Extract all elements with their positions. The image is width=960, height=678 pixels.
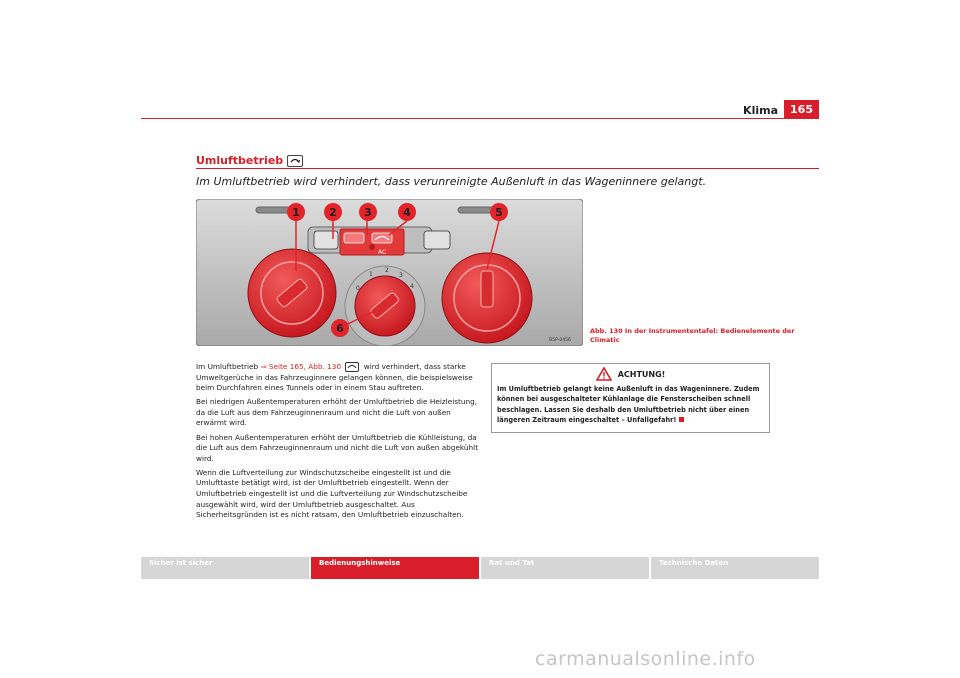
figure-code: B5P-0456 [549, 338, 571, 343]
section-title-text: Umluftbetrieb [196, 154, 284, 167]
paragraph-1: Im Umluftbetrieb ⇒ Seite 165, Abb. 130 wird verhindert, dass starke Umweltgerüche in das Fahrzeuginnere gelangen können, die beispielsweise beim Durchfahren eines Tunnels oder in einem Stau auftreten. [196, 362, 473, 393]
running-header-title: Klima [743, 104, 778, 117]
figure-caption: Abb. 130 In der Instrumententafel: Bedienelemente der Climatic [590, 327, 795, 344]
paragraph-3: Bei hohen Außentemperaturen erhöht der Umluftbetrieb die Kühlleistung, da die Luft aus dem Fahrzeuginnenraum und nicht die Luft von außen abgekühlt wird. [196, 432, 479, 463]
fan-tick-4: 4 [410, 283, 414, 290]
fan-tick-2: 2 [385, 267, 389, 274]
end-marker-icon [679, 417, 684, 422]
watermark: carmanualsonline.info [535, 648, 756, 670]
recirculation-icon [287, 155, 303, 167]
body-text [196, 362, 482, 524]
paragraph-4: Wenn die Luftverteilung zur Windschutzscheibe eingestellt ist und die Umlufttaste betätigt wird, ist der Umluftbetrieb eingestellt. Wenn der Umluftbetrieb eingestellt ist und die Luftverteilung zur Windschutzscheibe ausgewählt wird, wird der Umluftbetrieb ausgeschaltet. Aus Sicherheitsgründen ist es nicht ratsam, den Umluftbetrieb einzuschalten. [196, 467, 468, 520]
warning-triangle-icon [596, 367, 612, 381]
figure-cross-reference[interactable]: ⇒ Seite 165, Abb. 130 [260, 362, 342, 371]
header-rule [141, 118, 819, 119]
fan-tick-1: 1 [369, 271, 373, 278]
footer-tab-safety[interactable]: Sicher ist sicher [141, 557, 309, 579]
warning-title: ACHTUNG! [617, 369, 666, 379]
section-rule [196, 168, 819, 169]
section-subtitle: Im Umluftbetrieb wird verhindert, dass verunreinigte Außenluft in das Wageninnere gelangt. [196, 175, 707, 188]
page-number: 165 [784, 100, 819, 118]
callout-5: 5 [495, 206, 503, 219]
callout-3: 3 [364, 206, 372, 219]
paragraph-2: Bei niedrigen Außentemperaturen erhöht der Umluftbetrieb die Heizleistung, da die Luft aus dem Fahrzeuginnenraum und nicht die Luft von außen erwärmt wird. [196, 397, 478, 428]
fan-tick-3: 3 [399, 272, 403, 279]
footer-tab-operation[interactable]: Bedienungshinweise [311, 557, 479, 579]
footer-tab-technical-data[interactable]: Technische Daten [651, 557, 819, 579]
callout-1: 1 [292, 206, 300, 219]
temperature-knob[interactable] [248, 249, 336, 337]
section-title [196, 154, 303, 167]
callout-2: 2 [329, 206, 337, 219]
warning-box [491, 363, 770, 433]
ac-label: AC [378, 249, 387, 256]
warning-header [492, 364, 769, 384]
recirculation-icon-inline [345, 362, 359, 372]
warning-text: Im Umluftbetrieb gelangt keine Außenluft in das Wageninnere. Zudem können bei ausgeschalteter Kühlanlage die Fensterscheiben schnell beschlagen. Lassen Sie deshalb den Umluftbetrieb nicht über einen längeren Zeitraum eingeschaltet – Unfallgefahr! [497, 385, 760, 424]
callout-4: 4 [403, 206, 411, 219]
callout-6: 6 [336, 322, 344, 335]
fan-speed-knob[interactable] [345, 266, 425, 346]
climatic-control-figure [196, 199, 583, 346]
footer-tab-tips[interactable]: Rat und Tat [481, 557, 649, 579]
fan-tick-0: 0 [356, 285, 360, 292]
